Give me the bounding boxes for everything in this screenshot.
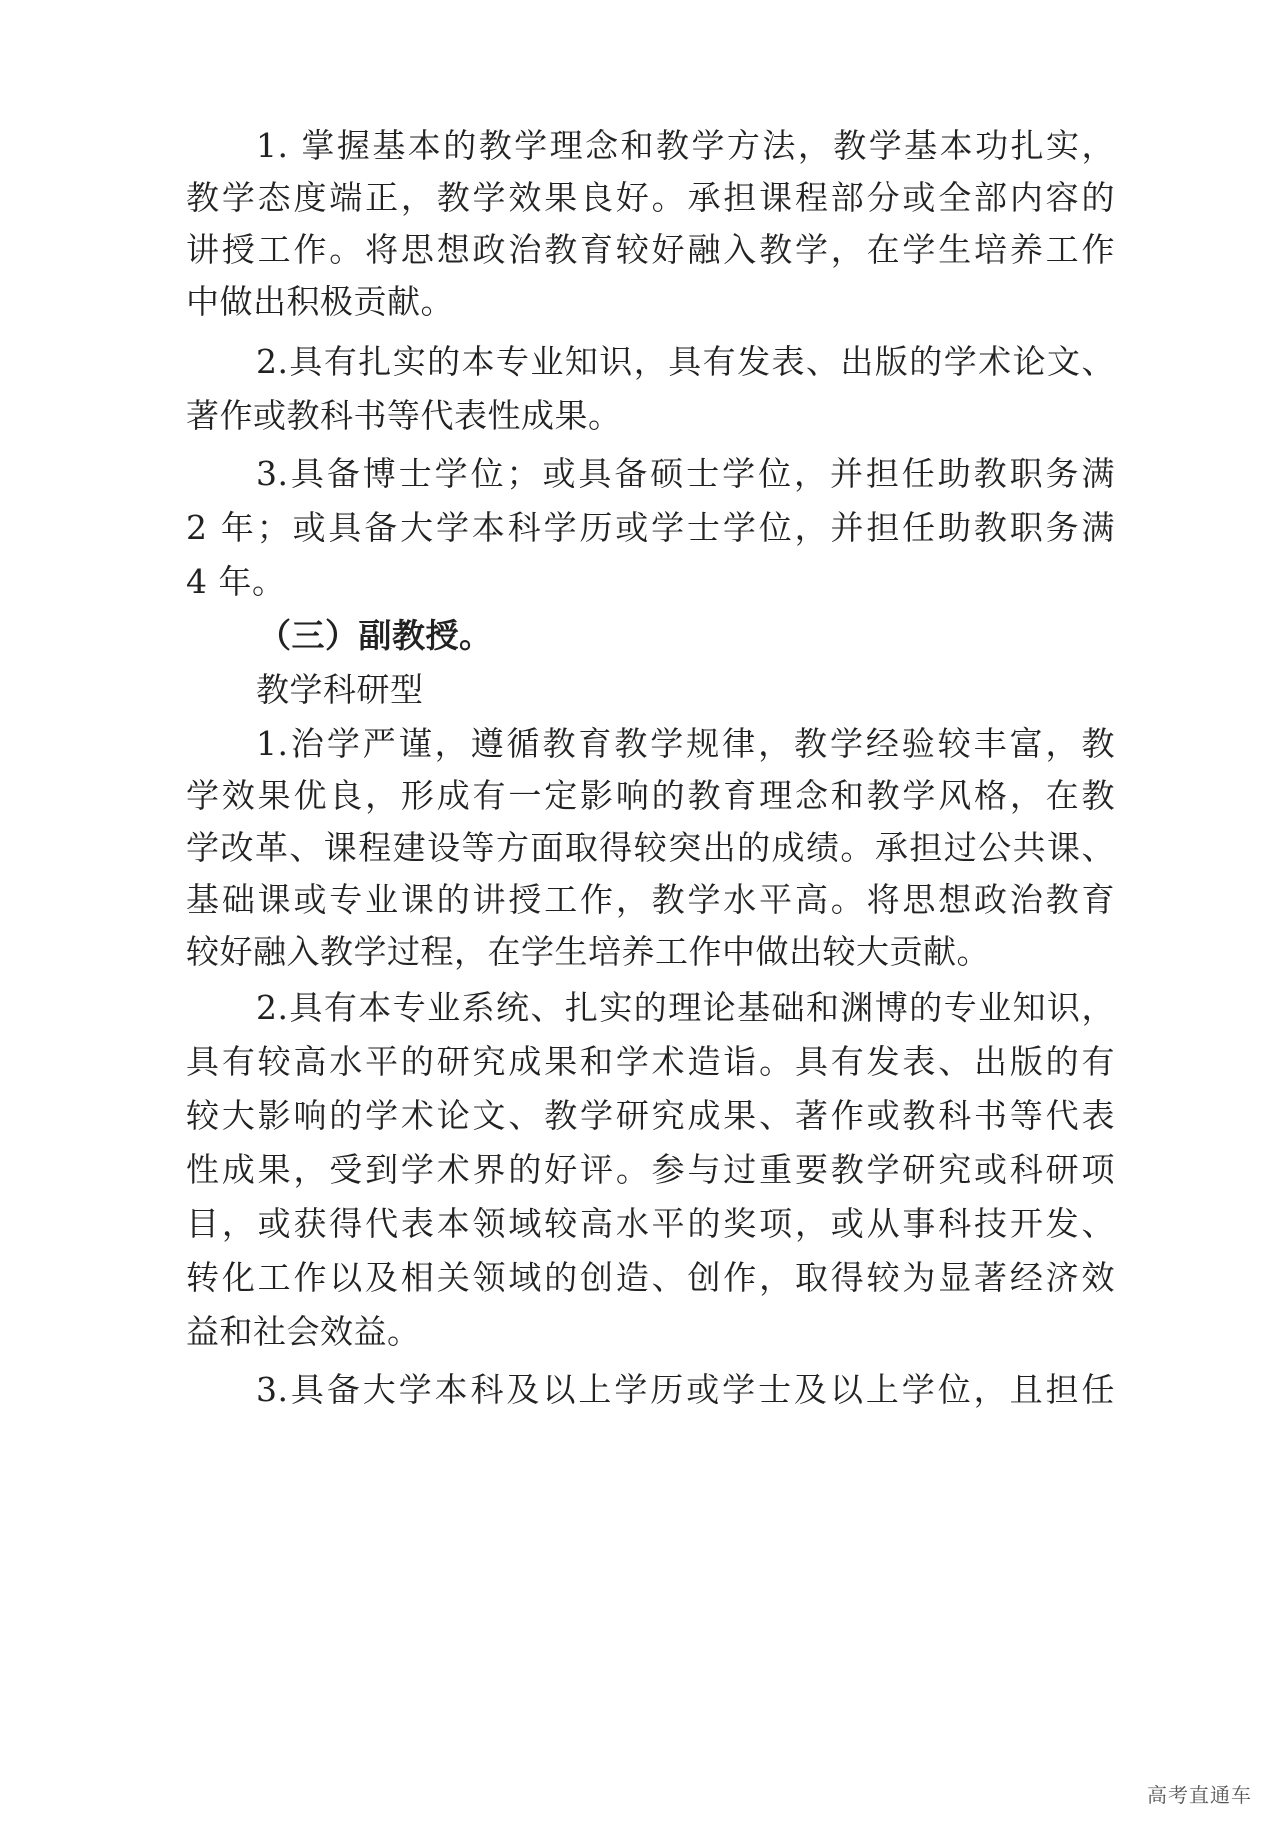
paragraph-line: 学改革、课程建设等方面取得较突出的成绩。承担过公共课、: [186, 828, 1115, 867]
paragraph-line: 转化工作以及相关领域的创造、创作，取得较为显著经济效: [186, 1258, 1115, 1297]
paragraph-line: 3.具备大学本科及以上学历或学士及以上学位，且担任: [256, 1370, 1115, 1409]
paragraph-line: 较好融入教学过程，在学生培养工作中做出较大贡献。: [186, 932, 990, 971]
paragraph-line: 中做出积极贡献。: [186, 282, 454, 321]
section-heading: （三）副教授。: [258, 616, 493, 655]
section-subheading: 教学科研型: [256, 670, 424, 709]
paragraph-line: 较大影响的学术论文、教学研究成果、著作或教科书等代表: [186, 1096, 1115, 1135]
paragraph-line: 学效果优良，形成有一定影响的教育理念和教学风格，在教: [186, 776, 1115, 815]
paragraph-line: 4 年。: [186, 562, 286, 601]
paragraph-line: 1.治学严谨，遵循教育教学规律，教学经验较丰富，教: [256, 724, 1115, 763]
paragraph-line: 2 年；或具备大学本科学历或学士学位，并担任助教职务满: [186, 508, 1115, 547]
paragraph-line: 教学态度端正，教学效果良好。承担课程部分或全部内容的: [186, 178, 1115, 217]
paragraph-line: 著作或教科书等代表性成果。: [186, 396, 622, 435]
paragraph-line: 3.具备博士学位；或具备硕士学位，并担任助教职务满: [256, 454, 1115, 493]
watermark: 高考直通车: [1147, 1783, 1252, 1807]
paragraph-line: 2.具有本专业系统、扎实的理论基础和渊博的专业知识，: [256, 988, 1115, 1027]
paragraph-line: 基础课或专业课的讲授工作，教学水平高。将思想政治教育: [186, 880, 1115, 919]
paragraph-line: 讲授工作。将思想政治教育较好融入教学，在学生培养工作: [186, 230, 1115, 269]
paragraph-line: 益和社会效益。: [186, 1312, 421, 1351]
paragraph-line: 2.具有扎实的本专业知识，具有发表、出版的学术论文、: [256, 342, 1115, 381]
paragraph-line: 1. 掌握基本的教学理念和教学方法，教学基本功扎实，: [256, 126, 1115, 165]
paragraph-line: 性成果，受到学术界的好评。参与过重要教学研究或科研项: [186, 1150, 1115, 1189]
paragraph-line: 目，或获得代表本领域较高水平的奖项，或从事科技开发、: [186, 1204, 1115, 1243]
paragraph-line: 具有较高水平的研究成果和学术造诣。具有发表、出版的有: [186, 1042, 1115, 1081]
